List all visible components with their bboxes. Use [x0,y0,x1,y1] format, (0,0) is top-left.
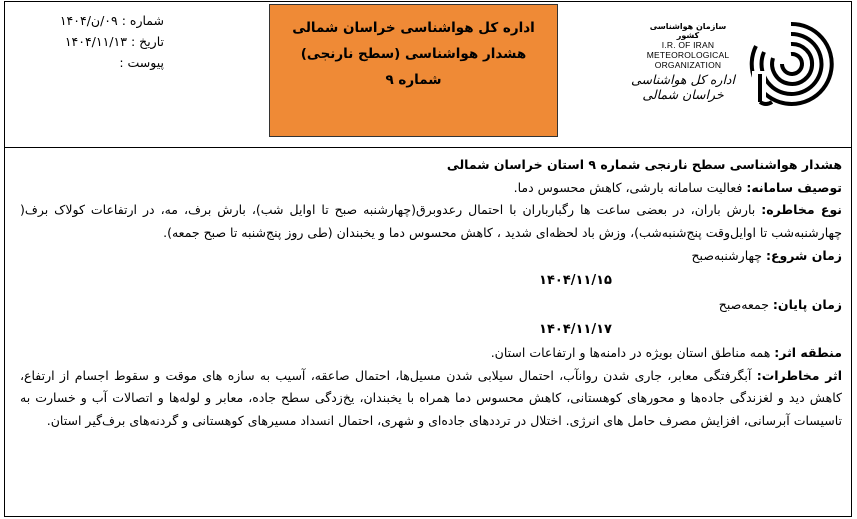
org-logo-text [643,22,733,70]
date-label: تاریخ : [130,34,164,49]
org-logo [618,14,838,124]
number-label: شماره : [121,13,164,28]
attachment-row [14,52,164,73]
hazard-label: نوع مخاطره: [761,202,843,217]
impact-area [20,342,842,365]
system-description [20,177,842,200]
end-date: ۱۴۰۴/۱۱/۱۷ [539,322,612,337]
number-row [14,10,164,31]
system-text: فعالیت سامانه بارشی، کاهش محسوس دما. [513,179,747,195]
start-date: ۱۴۰۴/۱۱/۱۵ [539,273,612,288]
org-name-fa: سازمان هواشناسی کشور [649,22,727,40]
banner-line-2: هشدار هواشناسی (سطح نارنجی) [300,46,527,62]
start-time [20,244,842,293]
start-day: چهارشنبه‌صبح [691,248,766,263]
org-name-en-1: I.R. OF IRAN [661,40,715,50]
attachment-label: پیوست : [119,55,164,70]
system-label: توصیف سامانه: [746,179,842,195]
end-day: جمعه‌صبح [718,297,773,312]
header-divider [4,147,852,148]
start-label: زمان شروع: [765,248,842,263]
warning-banner [269,4,558,137]
hazard-type [20,199,842,244]
number-value: ۰۹/ن/۱۴۰۴ [59,13,118,28]
date-value: ۱۴۰۴/۱۱/۱۳ [64,34,127,49]
end-label: زمان پایان: [772,297,842,312]
warning-title: هشدار هواشناسی سطح نارنجی شماره ۹ استان خراسان شمالی [446,157,842,172]
area-label: منطقه اثر: [774,345,842,360]
date-row [14,31,164,52]
warning-body [20,150,842,432]
org-script-name: اداره کل هواشناسی خراسان شمالی [631,72,735,102]
banner-line-1: اداره کل هواشناسی خراسان شمالی [292,20,535,36]
document-meta [14,10,164,73]
end-time [20,293,842,342]
impact-text: آبگرفتگی معابر، جاری شدن روانآب، احتمال سیلابی شدن مسیل‌ها، احتمال صاعقه، آسیب به سازه های موقت و سقوط اجسام از ارتفاع، کاهش دید و لغزندگی جاده‌ها و محورهای کوهستانی، کاهش محسوس دما همراه با یخبندان، یخ‌زدگی سطح جاده، معابر و لوله‌ها و اتصالات آب و خسارت به تاسیسات آبرسانی، افزایش مصرف حامل های انرژی. اختلال در ترددهای جاده‌ای و شهری، احتمال انسداد مسیرهای کوهستانی و گردنه‌های برف‌گیر استان. [20,367,842,428]
area-text: همه مناطق استان بویژه در دامنه‌ها و ارتفاعات استان. [490,345,775,360]
hazard-impacts [20,365,842,433]
org-name-en-2: METEOROLOGICAL [646,50,730,60]
banner-line-3: شماره ۹ [385,72,442,88]
meteorological-organization-emblem-icon [746,16,836,116]
hazard-text: بارش باران، در بعضی ساعت ها رگبارباران با احتمال رعدوبرق(چهارشنبه صبح تا اوایل شب)، بارش برف، مه، در ارتفاعات کولاک برف( چهارشنبه‌شب تا اوایل‌وقت پنج‌شنبه‌شب)، وزش باد لحظه‌ای شدید ، کاهش محسوس دما و یخبندان (طی روز پنج‌شنبه تا صبح جمعه). [20,202,842,240]
impact-label: اثر مخاطرات: [756,367,842,383]
org-name-en-3: ORGANIZATION [654,60,722,70]
